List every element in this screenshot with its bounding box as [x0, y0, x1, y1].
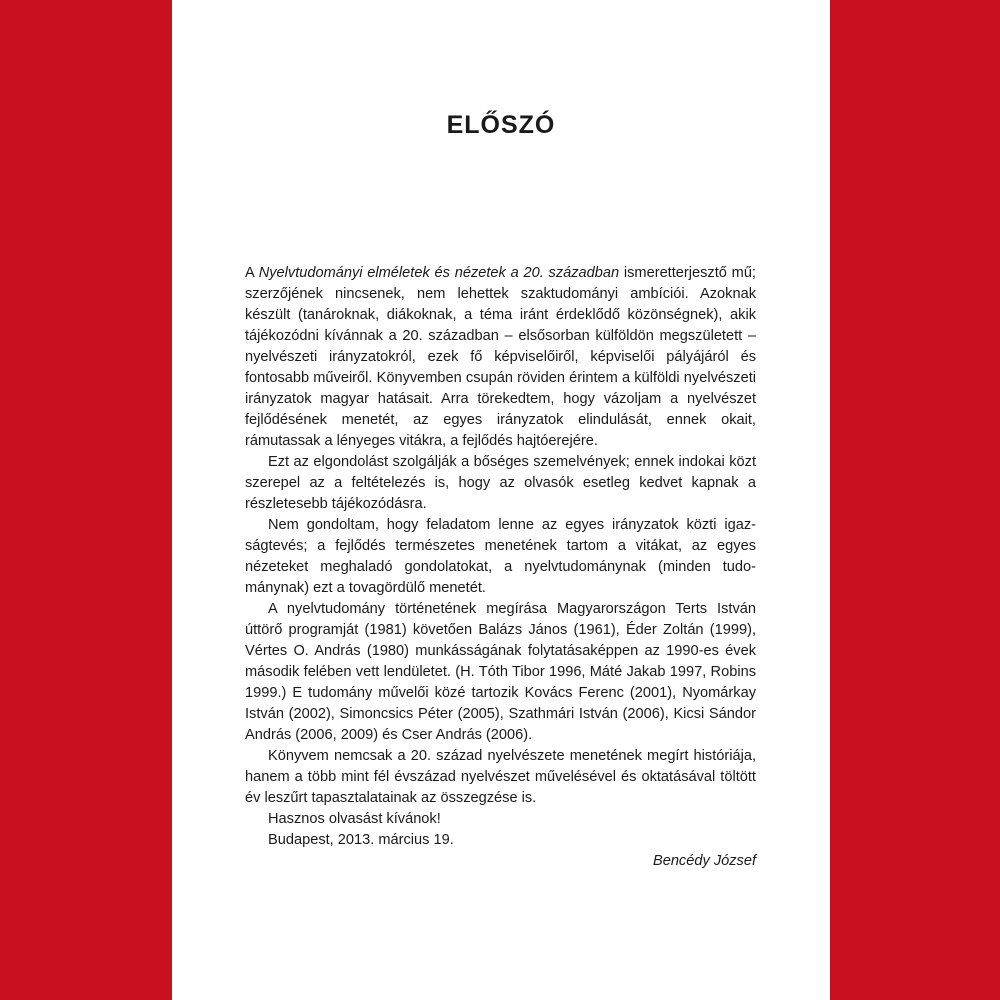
paragraph-2: Ezt az elgondolást szolgálják a bőséges szemelvények; ennek indokai közt szerepel az a feltételezés is, hogy az olvasók esetleg kedvet kapnak a részletesebb tájékozódásra.: [245, 454, 756, 512]
page-title: ELŐSZÓ: [446, 110, 556, 139]
paragraph-5: Könyvem nemcsak a 20. század nyelvészete menetének megírt históriája, hanem a több mint fél évszázad nyelvészet művelésével és oktatásával töltött év leszűrt tapasztalatainak az összegzése is.: [245, 748, 756, 806]
preface-body: [245, 263, 756, 872]
closing-wish: Hasznos olvasást kívánok!: [268, 811, 441, 827]
paragraph-3: Nem gondoltam, hogy feladatom lenne az egyes irányzatok közti igazságtevés; a fejlődés természetes menetének tartom a vitákat, az egyes nézeteket meghaladó gondolatokat, a nyelvtudománynak (minden tudománynak) ezt a tovagördülő menetét.: [245, 517, 756, 596]
place-date: Budapest, 2013. március 19.: [268, 832, 454, 848]
paragraph-1-lead: A: [245, 265, 259, 281]
book-page: [172, 0, 830, 1000]
paragraph-4: A nyelvtudomány történetének megírása Magyarországon Terts István úttörő programját (1981) követően Balázs János (1961), Éder Zoltán (1999), Vértes O. András (1980) munkásságának folytatásaképpen az 1990-es évek második felében vett lendületet. (H. Tóth Tibor 1996, Máté Jakab 1997, Robins 1999.) E tudomány művelői közé tartozik Kovács Ferenc (2001), Nyomárkay István (2002), Simoncsics Péter (2005), Szathmári István (2006), Kicsi Sándor András (2006, 2009) és Cser András (2006).: [245, 601, 756, 743]
book-title-italic: Nyelvtudományi elméletek és nézetek a 20. században: [258, 265, 620, 281]
author-signature: Bencédy József: [652, 853, 756, 869]
paragraph-1-rest: ismeretterjesztő mű; szerzőjének nincsenek, nem lehettek szaktudományi ambíciói. Azoknak készült (tanároknak, diákoknak, a téma iránt érdeklődő közönségnek), akik tájékozódni kívánnak a 20. században – elsősorban külföldön megszületett – nyelvészeti irányzatokról, ezek fő képviselőiről, képviselői pályájáról és fontosabb műveiről. Könyvemben csupán röviden érintem a külföldi nyelvészeti irányzatok magyar hatásait. Arra törekedtem, hogy vázoljam a nyelvészet fejlődésének menetét, az egyes irányzatok elindulását, ennek okait, rámutassak a lényeges vitákra, a fejlődés hajtóerejére.: [245, 265, 756, 449]
paragraph-1: [245, 263, 756, 452]
